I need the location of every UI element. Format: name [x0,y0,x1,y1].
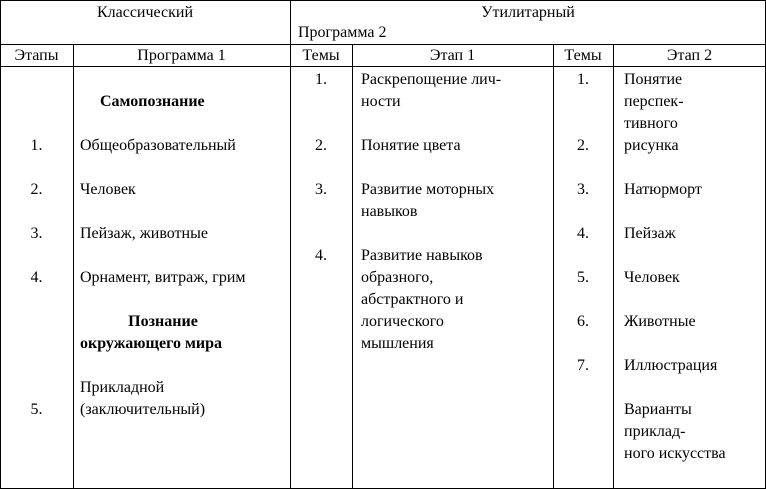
header-classic: Классический [96,4,194,21]
table-col-divider-3 [352,44,353,489]
col-program1: Программа 1 [137,47,226,64]
stage1-theme-text: Понятие цвета [361,137,461,154]
stage2-theme-num: 4. [577,225,589,242]
stage1-theme-num: 2. [315,137,327,154]
stage2-theme-num: 3. [577,181,589,198]
stage2-theme-text: тивного [624,115,678,132]
stage1-theme-text: Раскрепощение лич- [361,71,502,88]
header-program2: Программа 2 [298,24,387,41]
stage2-theme-text: ного искусства [624,445,726,462]
program1-section-self: Самопознание [100,93,205,110]
col-stage2: Этап 2 [666,47,713,64]
program1-stage-num: 1. [30,137,43,154]
stage2-theme-num: 2. [577,137,589,154]
stage2-theme-text: приклад- [624,423,686,440]
program1-final-line2: (заключительный) [80,401,206,418]
table-border-top [0,0,766,1]
stage1-theme-text: Развитие навыков [361,247,483,264]
header-utilitarian: Утилитарный [481,4,575,21]
program1-stage-label: Пейзаж, животные [80,225,208,242]
stage1-theme-num: 4. [315,247,327,264]
col-themes2: Темы [564,47,602,64]
program1-section-world-line1: Познание [128,313,198,330]
table-col-divider-1 [73,44,74,489]
stage2-theme-text: перспек- [624,93,684,110]
stage2-theme-text: Понятие [624,71,683,88]
stage2-theme-text: Натюрморт [624,181,702,198]
stage2-theme-text: рисунка [624,137,679,154]
stage2-theme-num: 5. [577,269,589,286]
col-stages: Этапы [14,47,59,64]
program1-section-world-line2: окружающего мира [80,335,223,352]
col-themes1: Темы [302,47,340,64]
stage2-theme-text: Человек [624,269,680,286]
col-stage1: Этап 1 [429,47,476,64]
stage1-theme-text: логического [361,313,444,330]
program1-stage-label: Орнамент, витраж, грим [80,269,246,286]
table-col-divider-5 [613,44,614,489]
stage1-theme-num: 1. [315,71,327,88]
stage1-theme-text: абстрактного и [361,291,464,308]
program1-stage-num: 3. [30,225,43,242]
stage2-theme-text: Варианты [624,401,692,418]
stage1-theme-text: образного, [361,269,434,286]
stage2-theme-num: 6. [577,313,589,330]
stage1-theme-num: 3. [315,181,327,198]
program1-final-line1: Прикладной [80,379,165,396]
stage2-theme-text: Пейзаж [624,225,676,242]
stage2-theme-text: Животные [624,313,696,330]
stage1-theme-text: навыков [361,203,418,220]
stage2-theme-text: Иллюстрация [624,357,718,374]
program1-stage-num: 2. [30,181,43,198]
stage1-theme-text: ности [361,93,401,110]
program1-stage-num: 4. [30,269,43,286]
stage1-theme-text: Развитие моторных [361,181,495,198]
program1-stage-label: Человек [80,181,136,198]
stage1-theme-text: мышления [361,335,434,352]
stage2-theme-num: 7. [577,357,589,374]
program1-final-num: 5. [30,401,43,418]
stage2-theme-num: 1. [577,71,589,88]
program1-stage-label: Общеобразовательный [80,137,236,154]
